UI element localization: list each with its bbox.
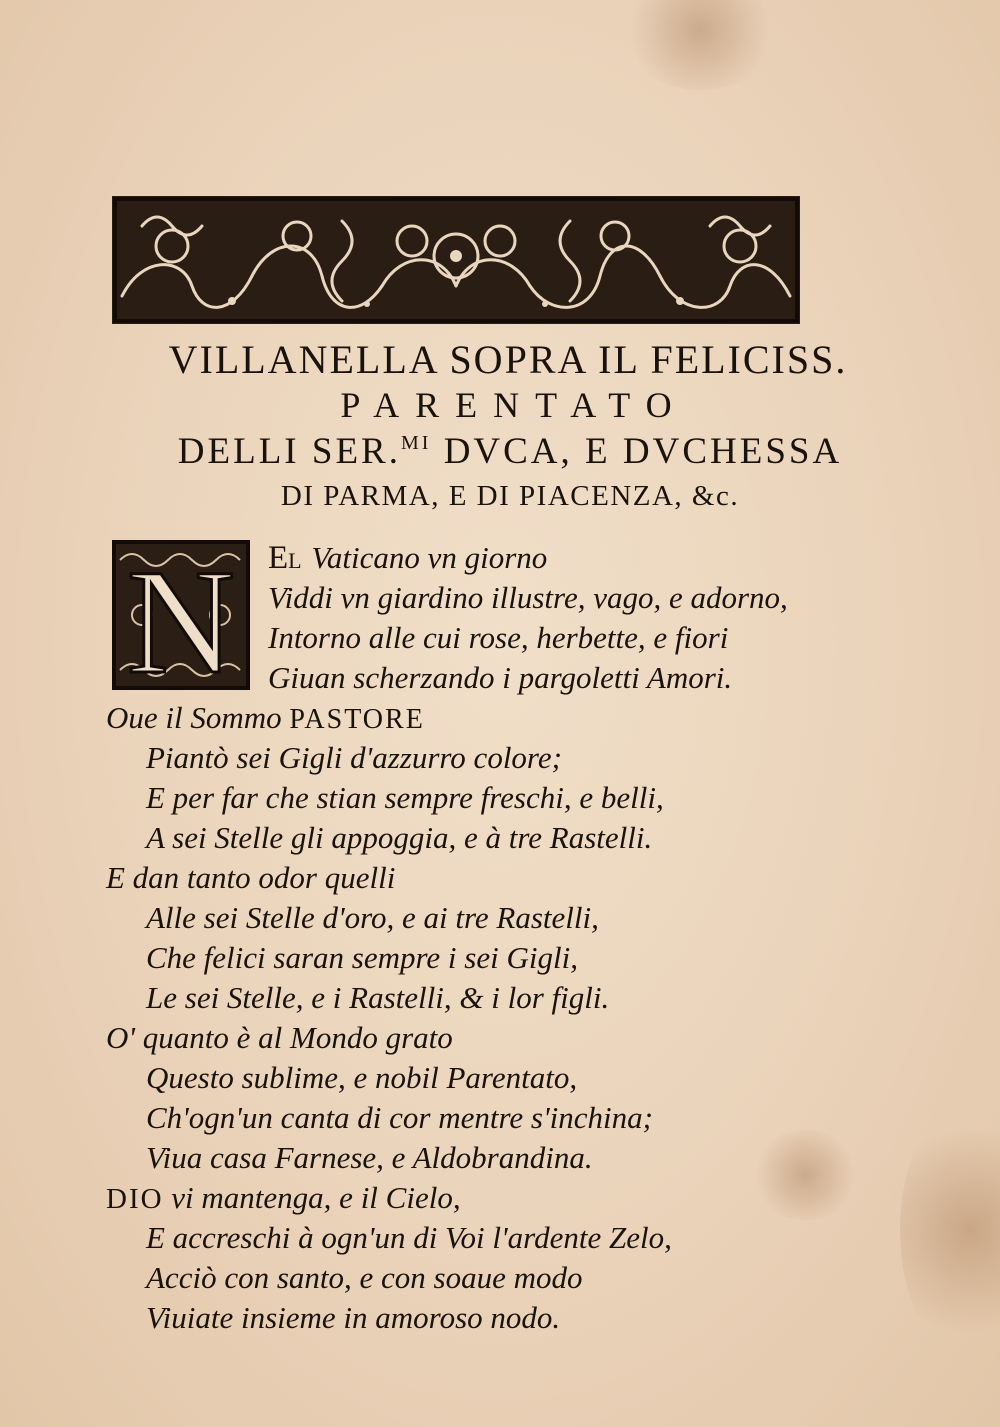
title-line-4: DI PARMA, E DI PIACENZA, &c. <box>280 480 740 512</box>
poem-line-17-rest: vi mantenga, e il Cielo, <box>163 1180 461 1215</box>
drop-cap-letter: N <box>126 540 236 690</box>
poem-line-17 <box>106 1180 461 1216</box>
poem-line-8: A sei Stelle gli appoggia, e à tre Rastelli. <box>146 820 653 855</box>
poem-line-1-rest: Vaticano vn giorno <box>303 540 548 575</box>
poem-line-2: Viddi vn giardino illustre, vago, e adorno, <box>268 580 788 615</box>
poem-line-1 <box>268 540 547 577</box>
poem-line-1-lead: E <box>268 540 289 576</box>
poem-line-15: Ch'ogn'un canta di cor mentre s'inchina; <box>146 1100 653 1135</box>
poem-line-19: Acciò con santo, e con soaue modo <box>146 1260 583 1295</box>
poem-line-3: Intorno alle cui rose, herbette, e fiori <box>268 620 729 655</box>
poem-line-18: E accreschi à ogn'un di Voi l'ardente Zelo, <box>146 1220 672 1255</box>
poem-line-7: E per far che stian sempre freschi, e belli, <box>146 780 664 815</box>
poem-line-5-smallcap: PASTORE <box>289 704 425 735</box>
poem-line-5 <box>106 700 425 736</box>
paper-stain <box>750 1130 860 1220</box>
title-line-1: VILLANELLA SOPRA IL FELICISS. <box>168 337 848 382</box>
poem-line-16: Viua casa Farnese, e Aldobrandina. <box>146 1140 593 1175</box>
title-line-2: PARENTATO <box>340 385 688 425</box>
paper-stain <box>620 0 780 90</box>
poem-line-5-pre: Oue il Sommo <box>106 700 290 735</box>
poem-line-14: Questo sublime, e nobil Parentato, <box>146 1060 578 1095</box>
poem-line-4: Giuan scherzando i pargoletti Amori. <box>268 660 733 695</box>
poem-line-1-smallcap: L <box>288 548 304 573</box>
decorated-initial-n <box>112 540 250 690</box>
title-line-3 <box>10 430 1000 473</box>
poem-line-10: Alle sei Stelle d'oro, e ai tre Rastelli, <box>146 900 599 935</box>
poem-line-6: Piantò sei Gigli d'azzurro colore; <box>146 740 562 775</box>
poem-line-11: Che felici saran sempre i sei Gigli, <box>146 940 578 975</box>
title-line-3-post: DVCA, E DVCHESSA <box>431 431 843 472</box>
paper-stain <box>900 1100 1000 1360</box>
poem-line-17-smallcap: DIO <box>106 1183 164 1215</box>
poem-line-13: O' quanto è al Mondo grato <box>106 1020 453 1055</box>
poem-line-20: Viuiate insieme in amoroso nodo. <box>146 1300 561 1335</box>
title-line-3-superscript: MI <box>400 432 432 454</box>
woodcut-headpiece-ornament <box>112 196 800 324</box>
title-line-3-pre: DELLI SER. <box>177 431 401 472</box>
poem-line-12: Le sei Stelle, e i Rastelli, & i lor figli. <box>146 980 610 1015</box>
poem-line-9: E dan tanto odor quelli <box>106 860 396 895</box>
